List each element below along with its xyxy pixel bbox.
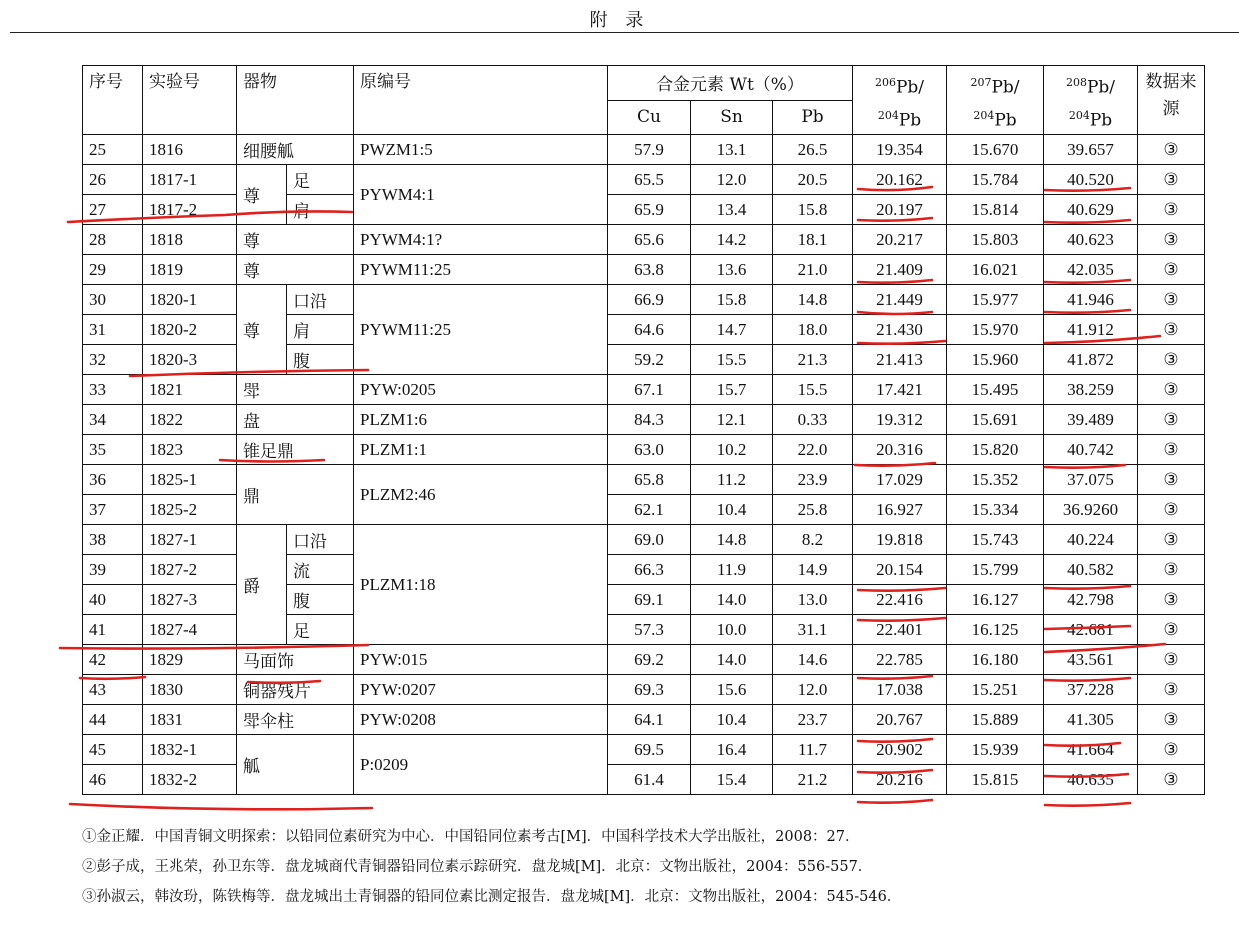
cell-seq: 42 (83, 645, 143, 675)
cell-part: 肩 (287, 195, 354, 225)
cell-exp-no: 1827-3 (143, 585, 237, 615)
cell-208pb: 41.946 (1044, 285, 1138, 315)
cell-source: ③ (1138, 735, 1205, 765)
cell-pb: 23.9 (773, 465, 853, 495)
data-table-wrapper (82, 65, 1205, 795)
cell-seq: 45 (83, 735, 143, 765)
cell-207pb: 16.180 (947, 645, 1044, 675)
cell-cu: 59.2 (608, 345, 691, 375)
red-underline-mark (1045, 803, 1130, 806)
footnote-3: ③孙淑云，韩汝玢，陈铁梅等．盘龙城出土青铜器的铅同位素比测定报告．盘龙城[M]．北京：文物出版社，2004：545-546． (82, 889, 902, 905)
cell-exp-no: 1832-2 (143, 765, 237, 795)
cell-source: ③ (1138, 345, 1205, 375)
col-header-cu: Cu (608, 100, 691, 135)
cell-object: 尊 (237, 225, 354, 255)
cell-206pb: 20.217 (853, 225, 947, 255)
cell-exp-no: 1817-1 (143, 165, 237, 195)
cell-cu: 65.6 (608, 225, 691, 255)
cell-sn: 14.7 (691, 315, 773, 345)
cell-208pb: 40.520 (1044, 165, 1138, 195)
page-header: 附 录 (589, 10, 650, 31)
cell-exp-no: 1832-1 (143, 735, 237, 765)
cell-exp-no: 1827-1 (143, 525, 237, 555)
col-header-seq: 序号 (83, 66, 143, 135)
cell-seq: 43 (83, 675, 143, 705)
col-header-206pb: $^{206}$Pb/ $^{204}$Pb (853, 66, 947, 135)
cell-exp-no: 1821 (143, 375, 237, 405)
cell-sn: 10.4 (691, 705, 773, 735)
cell-pb: 0.33 (773, 405, 853, 435)
cell-exp-no: 1829 (143, 645, 237, 675)
cell-part: 流 (287, 555, 354, 585)
cell-sn: 11.9 (691, 555, 773, 585)
cell-sn: 13.4 (691, 195, 773, 225)
cell-207pb: 16.125 (947, 615, 1044, 645)
header-row-1 (83, 66, 1205, 101)
cell-pb: 13.0 (773, 585, 853, 615)
cell-part: 腹 (287, 345, 354, 375)
cell-206pb: 20.216 (853, 765, 947, 795)
cell-cu: 63.8 (608, 255, 691, 285)
footnotes (82, 822, 901, 912)
cell-sn: 15.5 (691, 345, 773, 375)
cell-exp-no: 1830 (143, 675, 237, 705)
cell-cu: 69.1 (608, 585, 691, 615)
col-header-pb: Pb (773, 100, 853, 135)
cell-sn: 13.6 (691, 255, 773, 285)
cell-cu: 64.1 (608, 705, 691, 735)
cell-object: 斝 (237, 375, 354, 405)
cell-cu: 69.0 (608, 525, 691, 555)
cell-orig-no: PYWM11:25 (354, 285, 608, 375)
col-header-object: 器物 (237, 66, 354, 135)
footnote-2: ②彭子成，王兆荣，孙卫东等．盘龙城商代青铜器铅同位素示踪研究．盘龙城[M]．北京：文物出版社，2004：556-557． (82, 859, 873, 875)
table-row (83, 675, 1205, 705)
table-row (83, 255, 1205, 285)
red-underline-mark (70, 804, 372, 809)
cell-207pb: 15.977 (947, 285, 1044, 315)
cell-object: 细腰觚 (237, 135, 354, 165)
table-row (83, 735, 1205, 765)
col-header-alloy: 合金元素 Wt（%） (608, 66, 853, 101)
cell-orig-no: P:0209 (354, 735, 608, 795)
col-header-207pb: $^{207}$Pb/ $^{204}$Pb (947, 66, 1044, 135)
cell-exp-no: 1823 (143, 435, 237, 465)
cell-206pb: 19.312 (853, 405, 947, 435)
cell-object: 尊 (237, 255, 354, 285)
cell-cu: 66.9 (608, 285, 691, 315)
cell-exp-no: 1820-3 (143, 345, 237, 375)
cell-pb: 21.0 (773, 255, 853, 285)
cell-seq: 27 (83, 195, 143, 225)
cell-208pb: 40.623 (1044, 225, 1138, 255)
cell-seq: 44 (83, 705, 143, 735)
cell-pb: 14.8 (773, 285, 853, 315)
cell-cu: 64.6 (608, 315, 691, 345)
cell-pb: 20.5 (773, 165, 853, 195)
cell-cu: 84.3 (608, 405, 691, 435)
cell-exp-no: 1831 (143, 705, 237, 735)
cell-208pb: 40.742 (1044, 435, 1138, 465)
cell-206pb: 20.154 (853, 555, 947, 585)
cell-207pb: 15.960 (947, 345, 1044, 375)
cell-206pb: 20.902 (853, 735, 947, 765)
cell-exp-no: 1825-2 (143, 495, 237, 525)
cell-orig-no: PLZM2:46 (354, 465, 608, 525)
cell-pb: 21.3 (773, 345, 853, 375)
cell-sn: 10.2 (691, 435, 773, 465)
cell-208pb: 41.912 (1044, 315, 1138, 345)
cell-pb: 11.7 (773, 735, 853, 765)
cell-sn: 14.0 (691, 645, 773, 675)
cell-208pb: 37.075 (1044, 465, 1138, 495)
cell-cu: 61.4 (608, 765, 691, 795)
table-row (83, 135, 1205, 165)
cell-208pb: 42.681 (1044, 615, 1138, 645)
cell-pb: 18.1 (773, 225, 853, 255)
cell-206pb: 17.421 (853, 375, 947, 405)
cell-208pb: 40.635 (1044, 765, 1138, 795)
cell-object: 斝伞柱 (237, 705, 354, 735)
header-rule (10, 32, 1239, 33)
cell-seq: 25 (83, 135, 143, 165)
cell-object: 铜器残片 (237, 675, 354, 705)
col-header-orig-no: 原编号 (354, 66, 608, 135)
cell-seq: 28 (83, 225, 143, 255)
table-row (83, 435, 1205, 465)
cell-206pb: 19.354 (853, 135, 947, 165)
col-header-208pb: $^{208}$Pb/ $^{204}$Pb (1044, 66, 1138, 135)
cell-orig-no: PLZM1:1 (354, 435, 608, 465)
cell-seq: 46 (83, 765, 143, 795)
cell-cu: 69.3 (608, 675, 691, 705)
cell-pb: 18.0 (773, 315, 853, 345)
cell-pb: 14.9 (773, 555, 853, 585)
cell-exp-no: 1818 (143, 225, 237, 255)
cell-source: ③ (1138, 435, 1205, 465)
cell-source: ③ (1138, 525, 1205, 555)
cell-seq: 36 (83, 465, 143, 495)
table-row (83, 705, 1205, 735)
cell-206pb: 21.413 (853, 345, 947, 375)
cell-pb: 12.0 (773, 675, 853, 705)
cell-207pb: 15.784 (947, 165, 1044, 195)
cell-source: ③ (1138, 315, 1205, 345)
cell-seq: 29 (83, 255, 143, 285)
cell-seq: 41 (83, 615, 143, 645)
cell-sn: 15.7 (691, 375, 773, 405)
col-header-exp-no: 实验号 (143, 66, 237, 135)
table-row (83, 285, 1205, 315)
cell-206pb: 21.449 (853, 285, 947, 315)
cell-cu: 62.1 (608, 495, 691, 525)
table-row (83, 225, 1205, 255)
cell-source: ③ (1138, 195, 1205, 225)
cell-part: 口沿 (287, 525, 354, 555)
cell-source: ③ (1138, 165, 1205, 195)
cell-207pb: 15.814 (947, 195, 1044, 225)
cell-orig-no: PYW:015 (354, 645, 608, 675)
cell-source: ③ (1138, 765, 1205, 795)
cell-207pb: 15.970 (947, 315, 1044, 345)
cell-source: ③ (1138, 705, 1205, 735)
cell-207pb: 15.251 (947, 675, 1044, 705)
cell-208pb: 40.224 (1044, 525, 1138, 555)
cell-sn: 14.2 (691, 225, 773, 255)
cell-207pb: 15.803 (947, 225, 1044, 255)
cell-source: ③ (1138, 585, 1205, 615)
table-row (83, 465, 1205, 495)
cell-207pb: 15.743 (947, 525, 1044, 555)
cell-sn: 11.2 (691, 465, 773, 495)
cell-exp-no: 1825-1 (143, 465, 237, 495)
cell-seq: 34 (83, 405, 143, 435)
cell-part: 肩 (287, 315, 354, 345)
cell-sn: 14.0 (691, 585, 773, 615)
cell-source: ③ (1138, 375, 1205, 405)
cell-208pb: 39.489 (1044, 405, 1138, 435)
cell-207pb: 15.799 (947, 555, 1044, 585)
cell-source: ③ (1138, 255, 1205, 285)
red-underline-mark (858, 800, 932, 803)
cell-seq: 39 (83, 555, 143, 585)
cell-sn: 15.8 (691, 285, 773, 315)
cell-208pb: 42.035 (1044, 255, 1138, 285)
cell-207pb: 16.021 (947, 255, 1044, 285)
cell-pb: 15.8 (773, 195, 853, 225)
cell-207pb: 15.939 (947, 735, 1044, 765)
cell-object: 盘 (237, 405, 354, 435)
cell-orig-no: PLZM1:6 (354, 405, 608, 435)
cell-sn: 15.6 (691, 675, 773, 705)
cell-object: 爵 (237, 525, 287, 645)
cell-object: 鼎 (237, 465, 354, 525)
cell-source: ③ (1138, 615, 1205, 645)
cell-208pb: 40.582 (1044, 555, 1138, 585)
cell-206pb: 20.767 (853, 705, 947, 735)
cell-sn: 12.1 (691, 405, 773, 435)
cell-object: 锥足鼎 (237, 435, 354, 465)
cell-207pb: 15.820 (947, 435, 1044, 465)
cell-orig-no: PYWM4:1? (354, 225, 608, 255)
table-row (83, 375, 1205, 405)
cell-object: 马面饰 (237, 645, 354, 675)
cell-208pb: 43.561 (1044, 645, 1138, 675)
cell-cu: 57.3 (608, 615, 691, 645)
cell-pb: 31.1 (773, 615, 853, 645)
cell-source: ③ (1138, 675, 1205, 705)
cell-cu: 65.8 (608, 465, 691, 495)
cell-206pb: 21.430 (853, 315, 947, 345)
cell-pb: 25.8 (773, 495, 853, 525)
cell-source: ③ (1138, 405, 1205, 435)
cell-orig-no: PYW:0205 (354, 375, 608, 405)
cell-206pb: 22.401 (853, 615, 947, 645)
cell-exp-no: 1820-1 (143, 285, 237, 315)
cell-seq: 37 (83, 495, 143, 525)
lead-isotope-table (82, 65, 1205, 795)
cell-208pb: 37.228 (1044, 675, 1138, 705)
cell-206pb: 22.785 (853, 645, 947, 675)
cell-exp-no: 1827-4 (143, 615, 237, 645)
cell-cu: 57.9 (608, 135, 691, 165)
cell-object: 尊 (237, 285, 287, 375)
cell-orig-no: PLZM1:18 (354, 525, 608, 645)
cell-source: ③ (1138, 285, 1205, 315)
cell-207pb: 15.691 (947, 405, 1044, 435)
cell-exp-no: 1819 (143, 255, 237, 285)
cell-exp-no: 1820-2 (143, 315, 237, 345)
cell-source: ③ (1138, 465, 1205, 495)
cell-pb: 22.0 (773, 435, 853, 465)
cell-pb: 23.7 (773, 705, 853, 735)
cell-cu: 67.1 (608, 375, 691, 405)
cell-sn: 14.8 (691, 525, 773, 555)
cell-object: 尊 (237, 165, 287, 225)
cell-207pb: 16.127 (947, 585, 1044, 615)
cell-source: ③ (1138, 645, 1205, 675)
cell-208pb: 38.259 (1044, 375, 1138, 405)
cell-source: ③ (1138, 225, 1205, 255)
cell-cu: 65.9 (608, 195, 691, 225)
col-header-source: 数据来源 (1138, 66, 1205, 135)
cell-seq: 40 (83, 585, 143, 615)
cell-207pb: 15.334 (947, 495, 1044, 525)
cell-pb: 26.5 (773, 135, 853, 165)
cell-sn: 13.1 (691, 135, 773, 165)
cell-208pb: 42.798 (1044, 585, 1138, 615)
table-row (83, 405, 1205, 435)
cell-exp-no: 1816 (143, 135, 237, 165)
cell-206pb: 17.038 (853, 675, 947, 705)
cell-cu: 66.3 (608, 555, 691, 585)
table-row (83, 525, 1205, 555)
cell-cu: 69.5 (608, 735, 691, 765)
cell-206pb: 20.316 (853, 435, 947, 465)
cell-seq: 35 (83, 435, 143, 465)
cell-part: 足 (287, 165, 354, 195)
cell-208pb: 41.305 (1044, 705, 1138, 735)
table-row (83, 645, 1205, 675)
cell-208pb: 36.9260 (1044, 495, 1138, 525)
cell-sn: 12.0 (691, 165, 773, 195)
cell-orig-no: PYWM11:25 (354, 255, 608, 285)
footnote-1: ①金正耀．中国青铜文明探索：以铅同位素研究为中心．中国铅同位素考古[M]．中国科学技术大学出版社，2008：27． (82, 829, 860, 845)
cell-cu: 65.5 (608, 165, 691, 195)
cell-207pb: 15.889 (947, 705, 1044, 735)
cell-cu: 63.0 (608, 435, 691, 465)
cell-orig-no: PYWM4:1 (354, 165, 608, 225)
cell-source: ③ (1138, 495, 1205, 525)
cell-206pb: 17.029 (853, 465, 947, 495)
cell-206pb: 16.927 (853, 495, 947, 525)
cell-orig-no: PWZM1:5 (354, 135, 608, 165)
cell-cu: 69.2 (608, 645, 691, 675)
cell-seq: 26 (83, 165, 143, 195)
cell-exp-no: 1817-2 (143, 195, 237, 225)
cell-exp-no: 1822 (143, 405, 237, 435)
cell-206pb: 22.416 (853, 585, 947, 615)
cell-207pb: 15.352 (947, 465, 1044, 495)
cell-sn: 10.4 (691, 495, 773, 525)
cell-part: 腹 (287, 585, 354, 615)
cell-orig-no: PYW:0207 (354, 675, 608, 705)
cell-pb: 15.5 (773, 375, 853, 405)
cell-part: 口沿 (287, 285, 354, 315)
cell-207pb: 15.815 (947, 765, 1044, 795)
cell-208pb: 41.664 (1044, 735, 1138, 765)
cell-pb: 14.6 (773, 645, 853, 675)
cell-seq: 31 (83, 315, 143, 345)
cell-207pb: 15.495 (947, 375, 1044, 405)
col-header-sn: Sn (691, 100, 773, 135)
cell-seq: 32 (83, 345, 143, 375)
cell-206pb: 20.197 (853, 195, 947, 225)
cell-sn: 10.0 (691, 615, 773, 645)
cell-source: ③ (1138, 555, 1205, 585)
cell-sn: 16.4 (691, 735, 773, 765)
cell-206pb: 19.818 (853, 525, 947, 555)
cell-206pb: 20.162 (853, 165, 947, 195)
cell-sn: 15.4 (691, 765, 773, 795)
cell-pb: 8.2 (773, 525, 853, 555)
cell-seq: 33 (83, 375, 143, 405)
cell-seq: 30 (83, 285, 143, 315)
cell-source: ③ (1138, 135, 1205, 165)
cell-object: 觚 (237, 735, 354, 795)
cell-208pb: 40.629 (1044, 195, 1138, 225)
cell-orig-no: PYW:0208 (354, 705, 608, 735)
cell-208pb: 39.657 (1044, 135, 1138, 165)
cell-pb: 21.2 (773, 765, 853, 795)
cell-207pb: 15.670 (947, 135, 1044, 165)
cell-exp-no: 1827-2 (143, 555, 237, 585)
cell-208pb: 41.872 (1044, 345, 1138, 375)
table-row (83, 165, 1205, 195)
cell-seq: 38 (83, 525, 143, 555)
cell-part: 足 (287, 615, 354, 645)
cell-206pb: 21.409 (853, 255, 947, 285)
